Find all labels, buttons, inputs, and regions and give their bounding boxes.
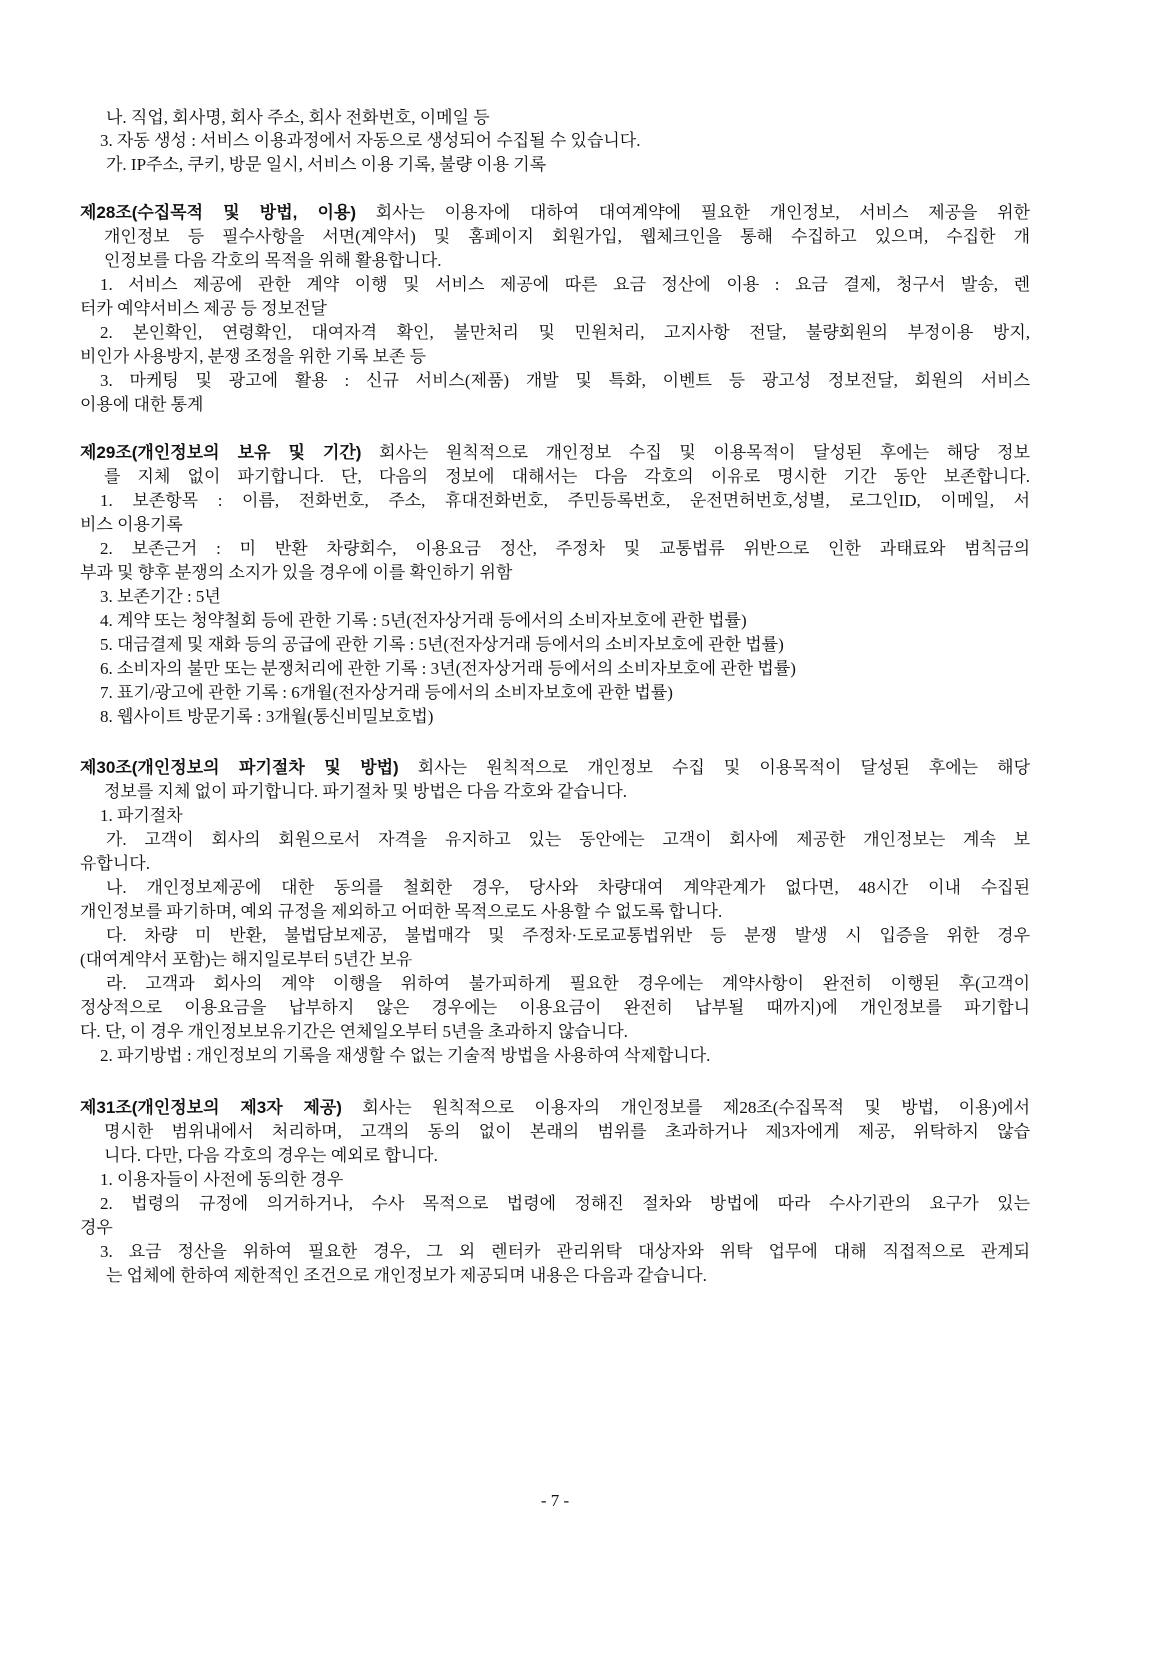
article-heading: 제31조(개인정보의 제3자 제공) bbox=[80, 1098, 342, 1117]
document-line: 7. 표기/광고에 관한 기록 : 6개월(전자상거래 등에서의 소비자보호에 관한 법률) bbox=[100, 683, 673, 702]
document-line: 비인가 사용방지, 분쟁 조정을 위한 기록 보존 등 bbox=[80, 347, 427, 366]
document-line: 3. 요금 정산을 위하여 필요한 경우, 그 외 렌터카 관리위탁 대상자와 위탁 업무에 대해 직접적으로 관계되 bbox=[100, 1242, 1030, 1261]
document-line: 라. 고객과 회사의 계약 이행을 위하여 불가피하게 필요한 경우에는 계약사항이 완전히 이행된 후(고객이 bbox=[106, 974, 1030, 993]
article-first-line bbox=[80, 756, 1030, 780]
document-line: 는 업체에 한하여 제한적인 조건으로 개인정보가 제공되며 내용은 다음과 같습니다. bbox=[106, 1266, 707, 1285]
document-line: (대여계약서 포함)는 해지일로부터 5년간 보유 bbox=[80, 950, 413, 969]
document-line: 가. IP주소, 쿠키, 방문 일시, 서비스 이용 기록, 불량 이용 기록 bbox=[106, 155, 547, 174]
document-line: 4. 계약 또는 청약철회 등에 관한 기록 : 5년(전자상거래 등에서의 소비자보호에 관한 법률) bbox=[100, 611, 747, 630]
article-heading: 제30조(개인정보의 파기절차 및 방법) bbox=[80, 758, 399, 777]
document-line: 명시한 범위내에서 처리하며, 고객의 동의 없이 본래의 범위를 초과하거나 제3자에게 제공, 위탁하지 않습 bbox=[104, 1122, 1030, 1141]
document-line: 를 지체 없이 파기합니다. 단, 다음의 정보에 대해서는 다음 각호의 이유로 명시한 기간 동안 보존합니다. bbox=[104, 467, 1030, 486]
document-line: 2. 법령의 규정에 의거하거나, 수사 목적으로 법령에 정해진 절차와 방법에 따라 수사기관의 요구가 있는 bbox=[100, 1194, 1030, 1213]
document-line: 3. 마케팅 및 광고에 활용 : 신규 서비스(제품) 개발 및 특화, 이벤트 등 광고성 정보전달, 회원의 서비스 bbox=[100, 371, 1030, 390]
document-line: 비스 이용기록 bbox=[80, 515, 183, 534]
document-line: 개인정보 등 필수사항을 서면(계약서) 및 홈페이지 회원가입, 웹체크인을 통해 수집하고 있으며, 수집한 개 bbox=[104, 227, 1030, 246]
document-line: 3. 보존기간 : 5년 bbox=[100, 587, 221, 606]
document-line: 터카 예약서비스 제공 등 정보전달 bbox=[80, 299, 327, 318]
document-line: 정상적으로 이용요금을 납부하지 않은 경우에는 이용요금이 완전히 납부될 때까지)에 개인정보를 파기합니 bbox=[80, 998, 1030, 1017]
document-line: 6. 소비자의 불만 또는 분쟁처리에 관한 기록 : 3년(전자상거래 등에서의 소비자보호에 관한 법률) bbox=[100, 659, 796, 678]
document-line: 정보를 지체 없이 파기합니다. 파기절차 및 방법은 다음 각호와 같습니다. bbox=[104, 782, 627, 801]
document-line: 8. 웹사이트 방문기록 : 3개월(통신비밀보호법) bbox=[100, 707, 434, 726]
document-line: 1. 이용자들이 사전에 동의한 경우 bbox=[100, 1170, 344, 1189]
document-line: 2. 파기방법 : 개인정보의 기록을 재생할 수 없는 기술적 방법을 사용하여 삭제합니다. bbox=[100, 1046, 711, 1065]
article-first-line bbox=[80, 1096, 1030, 1120]
document-line: 2. 본인확인, 연령확인, 대여자격 확인, 불만처리 및 민원처리, 고지사항 전달, 불량회원의 부정이용 방지, bbox=[100, 323, 1030, 342]
page-number: - 7 - bbox=[540, 1491, 570, 1510]
article-heading: 제28조(수집목적 및 방법, 이용) bbox=[80, 203, 357, 222]
document-line: 니다. 다만, 다음 각호의 경우는 예외로 합니다. bbox=[104, 1146, 438, 1165]
article-first-line bbox=[80, 441, 1030, 465]
document-line: 나. 직업, 회사명, 회사 주소, 회사 전화번호, 이메일 등 bbox=[106, 108, 490, 127]
document-line: 유합니다. bbox=[80, 854, 150, 873]
article-heading: 제29조(개인정보의 보유 및 기간) bbox=[80, 443, 362, 462]
document-line: 나. 개인정보제공에 대한 동의를 철회한 경우, 당사와 차량대여 계약관계가 없다면, 48시간 이내 수집된 bbox=[106, 878, 1030, 897]
article-first-line bbox=[80, 201, 1030, 225]
document-line: 2. 보존근거 : 미 반환 차량회수, 이용요금 정산, 주정차 및 교통법류 위반으로 인한 과태료와 범칙금의 bbox=[100, 539, 1030, 558]
document-line: 부과 및 향후 분쟁의 소지가 있을 경우에 이를 확인하기 위함 bbox=[80, 563, 513, 582]
document-line: 1. 보존항목 : 이름, 전화번호, 주소, 휴대전화번호, 주민등록번호, 운전면허번호,성별, 로그인ID, 이메일, 서 bbox=[100, 491, 1030, 510]
document-line: 3. 자동 생성 : 서비스 이용과정에서 자동으로 생성되어 수집될 수 있습니다. bbox=[100, 131, 641, 150]
article-text: 회사는 이용자에 대하여 대여계약에 필요한 개인정보, 서비스 제공을 위한 bbox=[375, 203, 1030, 222]
article-text: 회사는 원칙적으로 개인정보 수집 및 이용목적이 달성된 후에는 해당 bbox=[417, 758, 1030, 777]
document-line: 가. 고객이 회사의 회원으로서 자격을 유지하고 있는 동안에는 고객이 회사에 제공한 개인정보는 계속 보 bbox=[106, 830, 1030, 849]
document-line: 다. 차량 미 반환, 불법담보제공, 불법매각 및 주정차·도로교통법위반 등 분쟁 발생 시 입증을 위한 경우 bbox=[106, 926, 1030, 945]
article-text: 회사는 원칙적으로 이용자의 개인정보를 제28조(수집목적 및 방법, 이용)에서 bbox=[362, 1098, 1030, 1117]
document-line: 1. 서비스 제공에 관한 계약 이행 및 서비스 제공에 따른 요금 정산에 이용 : 요금 결제, 청구서 발송, 렌 bbox=[100, 275, 1030, 294]
article-text: 회사는 원칙적으로 개인정보 수집 및 이용목적이 달성된 후에는 해당 정보 bbox=[379, 443, 1030, 462]
document-line: 인정보를 다음 각호의 목적을 위해 활용합니다. bbox=[104, 251, 442, 270]
document-line: 경우 bbox=[80, 1218, 113, 1237]
document-line: 1. 파기절차 bbox=[100, 806, 183, 825]
document-line: 개인정보를 파기하며, 예외 규정을 제외하고 어떠한 목적으로도 사용할 수 없도록 합니다. bbox=[80, 902, 723, 921]
document-line: 이용에 대한 통계 bbox=[80, 395, 204, 414]
document-line: 5. 대금결제 및 재화 등의 공급에 관한 기록 : 5년(전자상거래 등에서의 소비자보호에 관한 법률) bbox=[100, 635, 784, 654]
document-line: 다. 단, 이 경우 개인정보보유기간은 연체일오부터 5년을 초과하지 않습니다. bbox=[80, 1022, 628, 1041]
